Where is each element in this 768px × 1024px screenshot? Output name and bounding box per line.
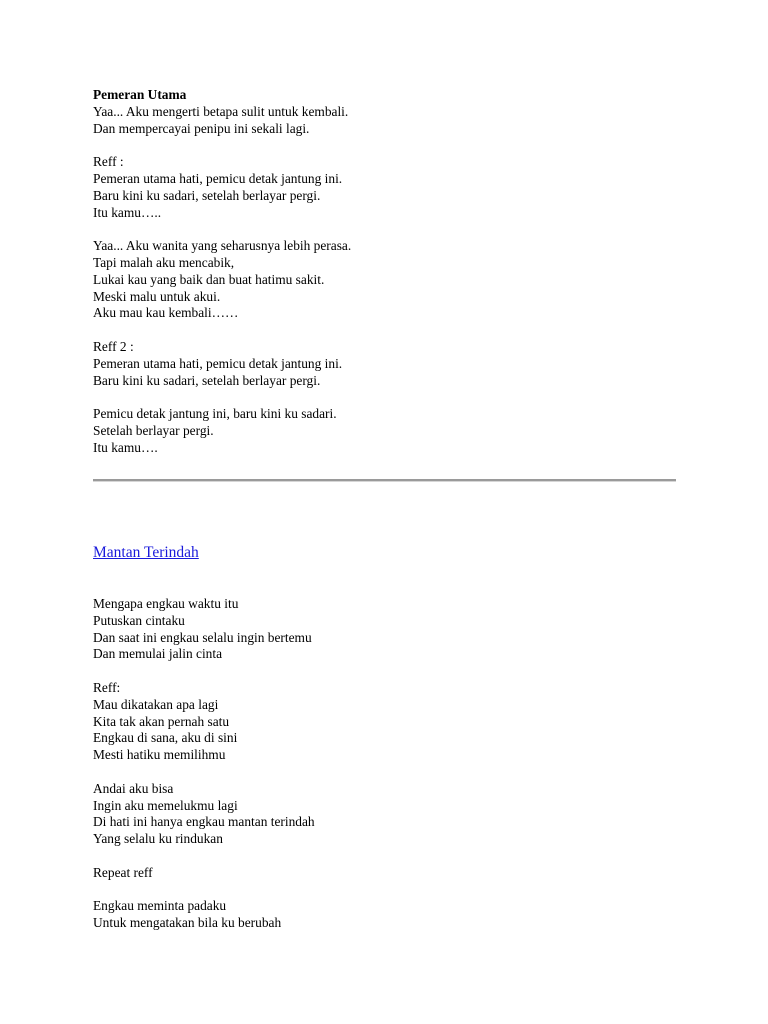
lyric-line: Ingin aku memelukmu lagi — [93, 797, 238, 813]
lyric-line: Mengapa engkau waktu itu — [93, 596, 239, 611]
lyric-line: Reff 2 : — [93, 338, 134, 354]
lyric-line: Putuskan cintaku — [93, 612, 185, 628]
song-title: Pemeran Utama — [93, 87, 187, 102]
lyric-line: Itu kamu…. — [93, 439, 158, 455]
lyric-line: Pemeran utama hati, pemicu detak jantung ini. — [93, 170, 343, 186]
lyric-line: Mesti hatiku memilihmu — [93, 747, 226, 763]
lyric-line: Pemeran utama hati, pemicu detak jantung ini. — [93, 355, 343, 371]
stanza-gap — [93, 848, 693, 865]
lyric-line: Baru kini ku sadari, setelah berlayar pergi. — [93, 187, 321, 203]
stanza-gap — [93, 764, 693, 781]
stanza-gap — [93, 389, 693, 406]
stanza-gap — [93, 663, 693, 680]
horizontal-divider — [93, 479, 676, 482]
stanza — [93, 238, 693, 322]
lyric-line: Setelah berlayar pergi. — [93, 422, 214, 438]
stanza — [93, 596, 693, 663]
song-pemeran-utama — [93, 87, 693, 457]
lyric-line: Yaa... Aku mengerti betapa sulit untuk kembali. — [93, 103, 349, 119]
lyric-line: Reff: — [93, 679, 121, 695]
stanza — [93, 865, 693, 882]
stanza — [93, 406, 693, 456]
lyric-line: Repeat reff — [93, 864, 153, 880]
stanza — [93, 680, 693, 764]
lyric-line: Baru kini ku sadari, setelah berlayar pergi. — [93, 372, 321, 388]
lyric-line: Engkau di sana, aku di sini — [93, 730, 238, 746]
stanza-gap — [93, 137, 693, 154]
lyric-line: Reff : — [93, 154, 124, 170]
stanza — [93, 898, 693, 932]
lyric-line: Dan mempercayai penipu ini sekali lagi. — [93, 120, 310, 136]
lyric-line: Itu kamu….. — [93, 204, 162, 220]
song-title-link[interactable]: Mantan Terindah — [93, 544, 199, 561]
lyric-line: Di hati ini hanya engkau mantan terindah — [93, 814, 315, 830]
lyric-line: Dan saat ini engkau selalu ingin bertemu — [93, 629, 312, 645]
lyric-line: Pemicu detak jantung ini, baru kini ku sadari. — [93, 406, 337, 422]
stanza-gap — [93, 882, 693, 899]
stanza — [93, 104, 693, 138]
stanza — [93, 781, 693, 848]
lyric-line: Aku mau kau kembali…… — [93, 305, 239, 321]
stanza-gap — [93, 322, 693, 339]
lyric-line: Dan memulai jalin cinta — [93, 646, 223, 662]
lyric-line: Mau dikatakan apa lagi — [93, 696, 219, 712]
lyric-line: Andai aku bisa — [93, 780, 174, 796]
lyric-line: Yaa... Aku wanita yang seharusnya lebih perasa. — [93, 238, 352, 254]
lyric-line: Lukai kau yang baik dan buat hatimu sakit. — [93, 271, 325, 287]
lyric-line: Untuk mengatakan bila ku berubah — [93, 915, 282, 931]
lyric-line: Tapi malah aku mencabik, — [93, 254, 235, 270]
lyric-line: Engkau meminta padaku — [93, 898, 227, 914]
song-mantan-terindah — [93, 596, 693, 932]
lyric-line: Meski malu untuk akui. — [93, 288, 221, 304]
lyric-line: Kita tak akan pernah satu — [93, 713, 230, 729]
stanza-gap — [93, 221, 693, 238]
stanza — [93, 154, 693, 221]
lyric-line: Yang selalu ku rindukan — [93, 831, 223, 847]
stanza — [93, 339, 693, 389]
